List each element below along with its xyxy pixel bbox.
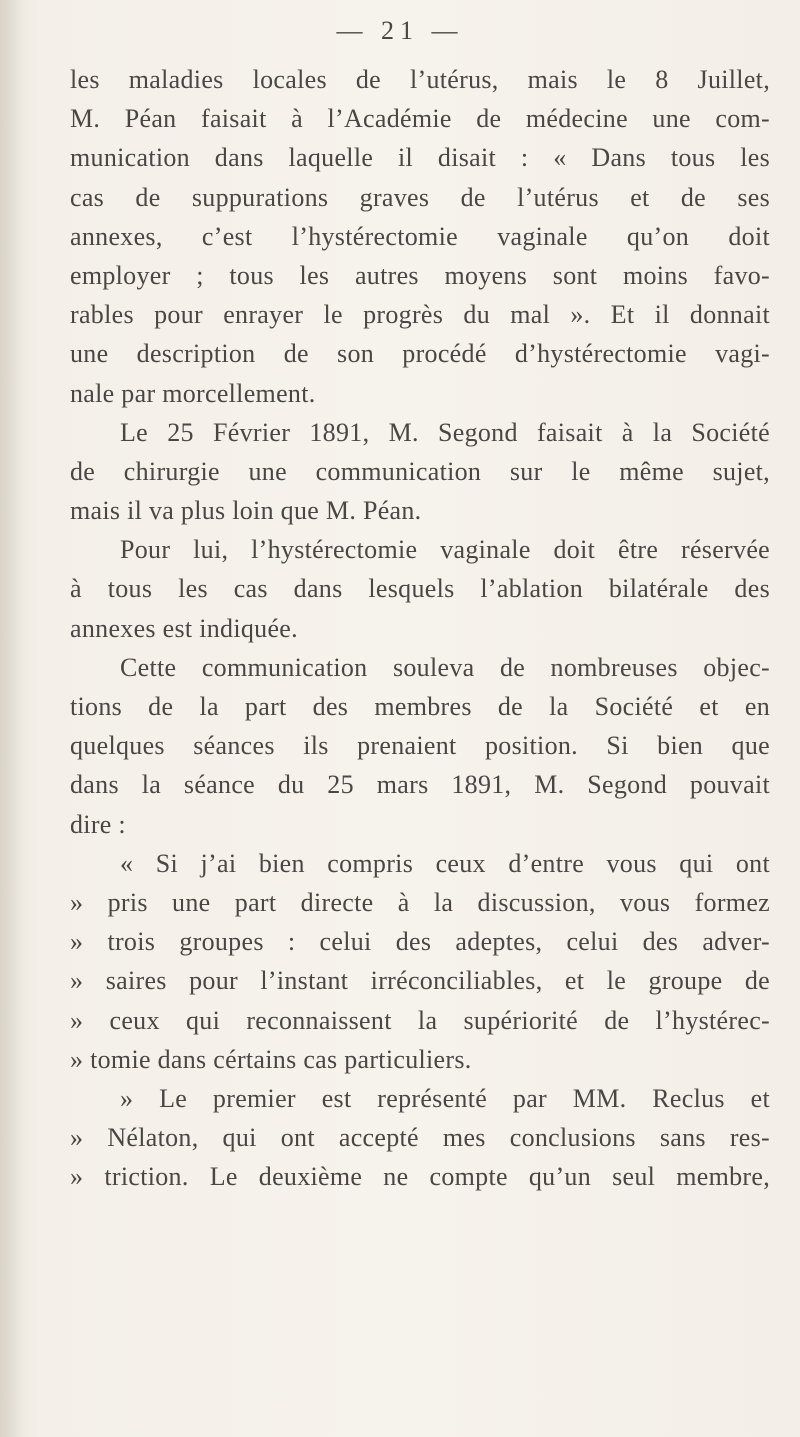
text-line: munication dans laquelle il disait : « Dans tous les [70, 143, 770, 173]
text-line: » pris une part directe à la discussion, vous formez [70, 887, 770, 917]
text-line: tions de la part des membres de la Société et en [70, 692, 770, 721]
text-line: « Si j’ai bien compris ceux d’entre vous qui ont [120, 848, 770, 878]
text-line: à tous les cas dans lesquels l’ablation bilatérale des [70, 574, 770, 604]
text-line: » triction. Le deuxième ne compte qu’un seul membre, [70, 1162, 770, 1192]
text-line: » saires pour l’instant irréconciliables, et le groupe de [70, 966, 770, 996]
text-line: quelques séances ils prenaient position. Si bien que [70, 731, 770, 761]
body-text [70, 60, 770, 1196]
page-number: — 21 — [336, 16, 464, 45]
text-line: annexes est indiquée. [70, 613, 298, 643]
text-line: rables pour enrayer le progrès du mal ». Et il donnait [70, 300, 770, 330]
text-line: mais il va plus loin que M. Péan. [70, 496, 422, 526]
text-line: une description de son procédé d’hystérectomie vagi- [70, 339, 770, 369]
text-line: » Le premier est représenté par MM. Reclus et [120, 1083, 770, 1113]
text-line: Le 25 Février 1891, M. Segond faisait à la Société [120, 417, 770, 447]
text-line: les maladies locales de l’utérus, mais le 8 Juillet, [70, 65, 770, 94]
text-line: » ceux qui reconnaissent la supériorité de l’hystérec- [70, 1005, 770, 1035]
text-line: employer ; tous les autres moyens sont moins favo- [70, 260, 770, 290]
page-gutter-shadow [0, 0, 22, 1437]
text-line: nale par morcellement. [70, 378, 316, 408]
text-line: » Nélaton, qui ont accepté mes conclusions sans res- [70, 1123, 770, 1153]
text-line: cas de suppurations graves de l’utérus et de ses [70, 182, 770, 212]
text-line: annexes, c’est l’hystérectomie vaginale qu’on doit [70, 221, 770, 251]
text-line: M. Péan faisait à l’Académie de médecine une com- [70, 104, 770, 134]
text-line: Cette communication souleva de nombreuses objec- [120, 652, 770, 682]
text-line: » tomie dans cértains cas particuliers. [70, 1044, 472, 1074]
text-line: » trois groupes : celui des adeptes, celui des adver- [70, 927, 770, 957]
text-line: de chirurgie une communication sur le même sujet, [70, 456, 770, 486]
text-line: dire : [70, 809, 126, 839]
text-line: Pour lui, l’hystérectomie vaginale doit être réservée [120, 535, 770, 565]
text-line: dans la séance du 25 mars 1891, M. Segond pouvait [70, 770, 770, 800]
